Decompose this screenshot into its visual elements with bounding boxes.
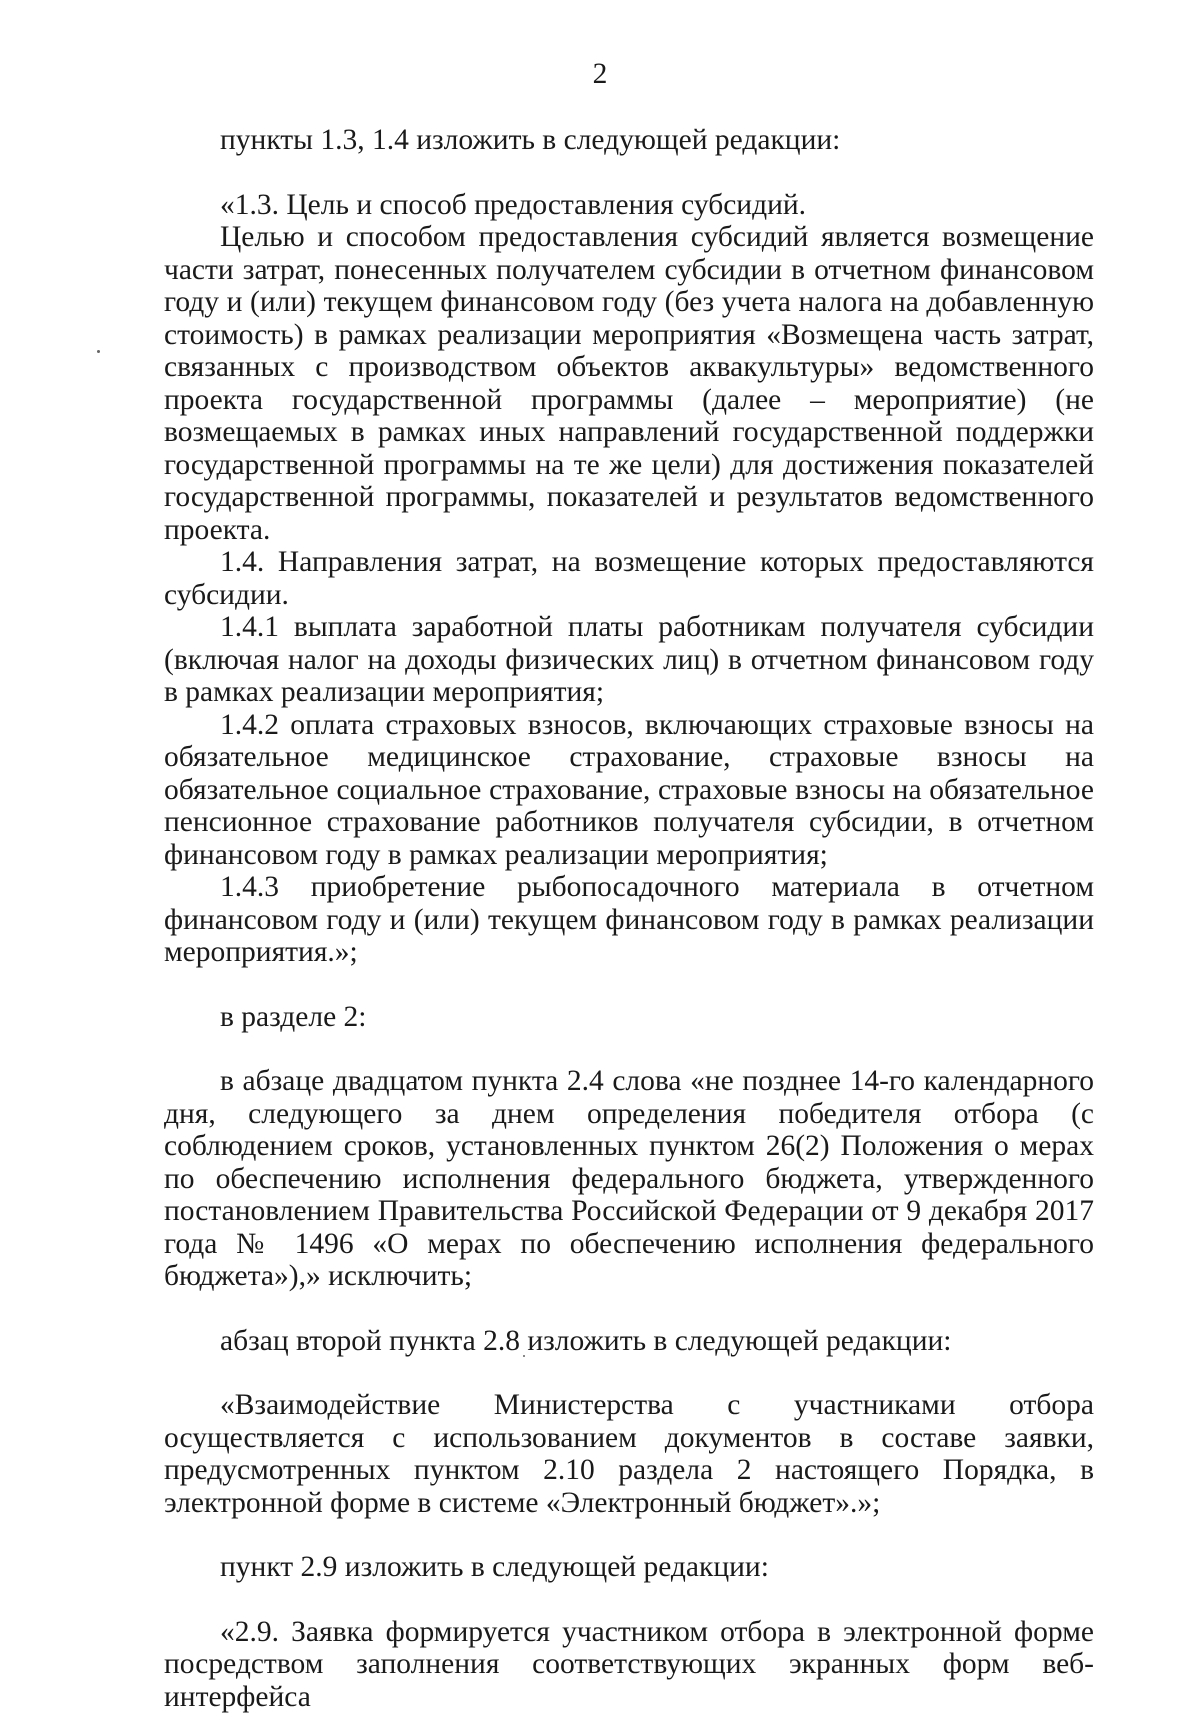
paragraph-1-4-2: 1.4.2 оплата страховых взносов, включающих страховые взносы на обязательное медицинское страхование, страховые взносы на обязательное социальное страхование, страховые взносы на обязательное пенсионное страхование работников получателя субсидии, в отчетном финансовом году в рамках реализации мероприятия; <box>164 709 1094 872</box>
paragraph-2-8-text: «Взаимодействие Министерства с участниками отбора осуществляется с использованием документов в составе заявки, предусмотренных пунктом 2.10 раздела 2 настоящего Порядка, в электронной форме в системе «Электронный бюджет».»; <box>164 1389 1094 1519</box>
paragraph-2-9-intro: пункт 2.9 изложить в следующей редакции: <box>164 1551 1094 1584</box>
margin-mark <box>97 350 100 353</box>
paragraph-2-4-amendment: в абзаце двадцатом пункта 2.4 слова «не позднее 14-го календарного дня, следующего за днем определения победителя отбора (с соблюдением сроков, установленных пунктом 26(2) Положения о мерах по обеспечению исполнения федерального бюджета, утвержденного постановлением Правительства Российской Федерации от 9 декабря 2017 года № 1496 «О мерах по обеспечению исполнения федерального бюджета»),» исключить; <box>164 1065 1094 1293</box>
paragraph-1-3-body: Целью и способом предоставления субсидий является возмещение части затрат, понесенных получателем субсидии в отчетном финансовом году и (или) текущем финансовом году (без учета налога на добавленную стоимость) в рамках реализации мероприятия «Возмещена часть затрат, связанных с производством объектов аквакультуры» ведомственного проекта государственной программы (далее – мероприятие) (не возмещаемых в рамках иных направлений государственной поддержки государственной программы на те же цели) для достижения показателей государственной программы, показателей и результатов ведомственного проекта. <box>164 221 1094 546</box>
paragraph-2-8-intro: абзац второй пункта 2.8 изложить в следующей редакции: <box>164 1325 1094 1358</box>
paragraph-1-4-heading: 1.4. Направления затрат, на возмещение которых предоставляются субсидии. <box>164 546 1094 611</box>
paragraph-1-4-1: 1.4.1 выплата заработной платы работникам получателя субсидии (включая налог на доходы физических лиц) в отчетном финансовом году в рамках реализации мероприятия; <box>164 611 1094 709</box>
paragraph-1-4-3: 1.4.3 приобретение рыбопосадочного материала в отчетном финансовом году и (или) текущем финансовом году в рамках реализации мероприятия.»; <box>164 871 1094 969</box>
page-number: 2 <box>0 58 1200 91</box>
paragraph-2-9-text: «2.9. Заявка формируется участником отбора в электронной форме посредством заполнения соответствующих экранных форм веб-интерфейса <box>164 1616 1094 1713</box>
document-body <box>164 124 1094 1713</box>
paragraph-1-3-heading: «1.3. Цель и способ предоставления субсидий. <box>164 189 1094 222</box>
paragraph-section-2: в разделе 2: <box>164 1001 1094 1034</box>
paragraph-intro-1-3-1-4: пункты 1.3, 1.4 изложить в следующей редакции: <box>164 124 1094 157</box>
